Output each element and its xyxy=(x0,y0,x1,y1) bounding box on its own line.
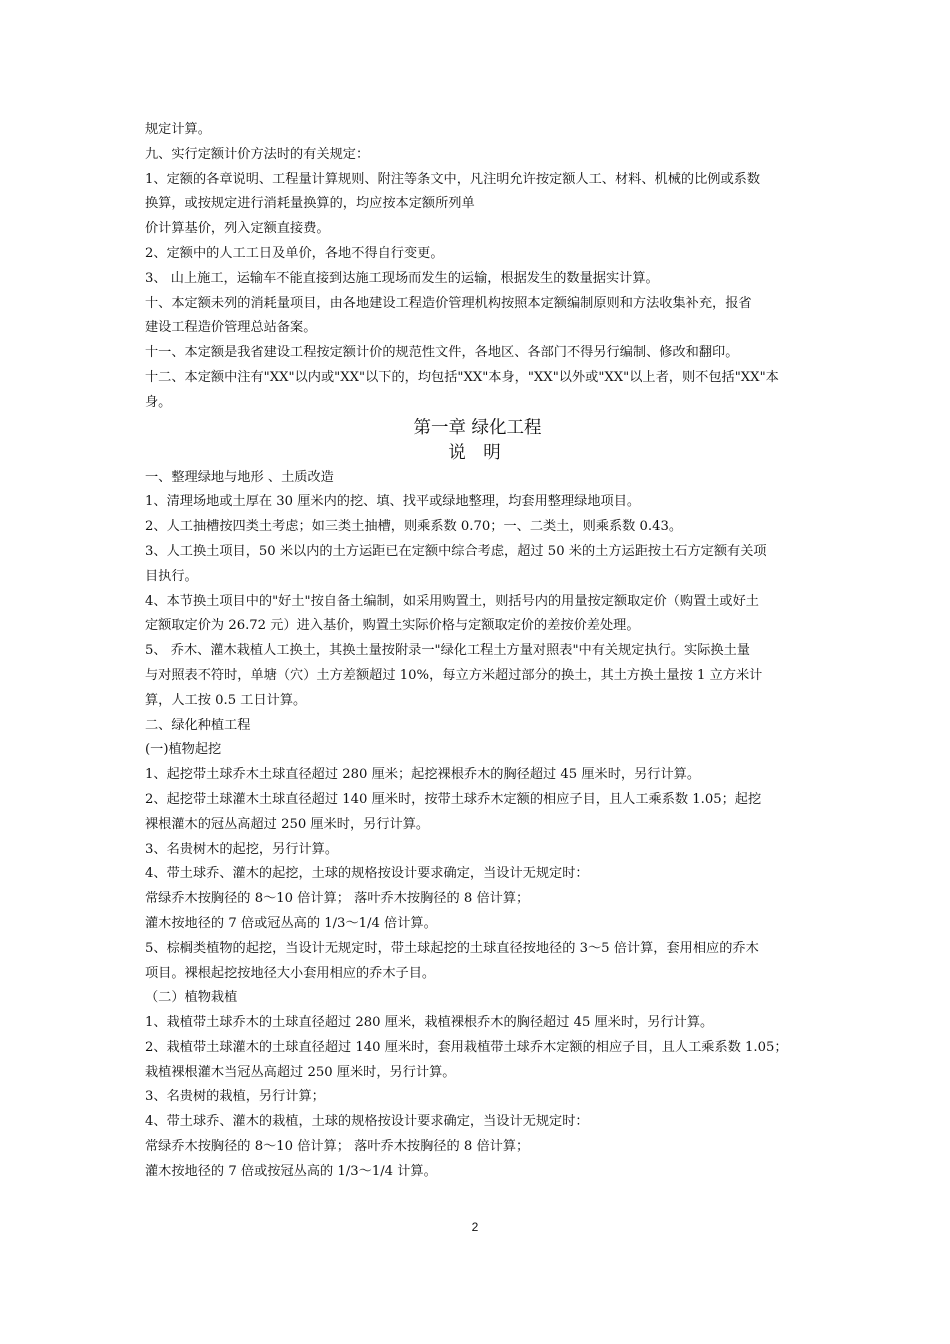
text-line: (一)植物起挖 xyxy=(145,742,222,758)
text-line: 2、人工抽槽按四类土考虑；如三类土抽槽，则乘系数 0.70；一、二类土，则乘系数 0.43。 xyxy=(145,519,683,535)
text-line: 1、起挖带土球乔木土球直径超过 280 厘米；起挖裸根乔木的胸径超过 45 厘米时，另行计算。 xyxy=(145,767,701,783)
text-line: 常绿乔木按胸径的 8～10 倍计算； 落叶乔木按胸径的 8 倍计算； xyxy=(145,1139,530,1155)
text-line: 5、棕榈类植物的起挖，当设计无规定时，带土球起挖的土球直径按地径的 3～5 倍计算，套用相应的乔木 xyxy=(145,940,759,956)
text-line: 2、起挖带土球灌木土球直径超过 140 厘米时，按带土球乔木定额的相应子目，且人工乘系数 1.05；起挖 xyxy=(145,791,762,807)
text-line: 1、清理场地或土厚在 30 厘米内的挖、填、找平或绿地整理，均套用整理绿地项目。 xyxy=(145,494,641,510)
text-line: 定额取定价为 26.72 元）进入基价，购置土实际价格与定额取定价的差按价差处理。 xyxy=(145,618,640,634)
text-line: 目执行。 xyxy=(145,568,198,584)
text-line: 5、 乔木、灌木栽植人工换土，其换土量按附录一"绿化工程土方量对照表"中有关规定执行。实际换土量 xyxy=(145,643,750,659)
text-line: 4、带土球乔、灌木的起挖，土球的规格按设计要求确定，当设计无规定时： xyxy=(145,866,589,882)
text-line: 裸根灌木的冠丛高超过 250 厘米时，另行计算。 xyxy=(145,816,430,832)
text-line: 十一、本定额是我省建设工程按定额计价的规范性文件，各地区、各部门不得另行编制、修改和翻印。 xyxy=(145,345,739,361)
text-line: 项目。裸根起挖按地径大小套用相应的乔木子目。 xyxy=(145,965,436,981)
text-line: 身。 xyxy=(145,394,172,410)
text-line: 九、实行定额计价方法时的有关规定： xyxy=(145,146,370,162)
text-line: 换算，或按规定进行消耗量换算的，均应按本定额所列单 xyxy=(145,196,475,212)
text-line: 2、定额中的人工工日及单价，各地不得自行变更。 xyxy=(145,245,444,261)
text-line: 十二、本定额中注有"XX"以内或"XX"以下的，均包括"XX"本身，"XX"以外或"XX"以上者，则不包括"XX"本 xyxy=(145,369,779,385)
text-line: 与对照表不符时，单塘（穴）土方差额超过 10%，每立方米超过部分的换土，其土方换土量按 1 立方米计 xyxy=(145,667,763,683)
text-line: 栽植裸根灌木当冠丛高超过 250 厘米时，另行计算。 xyxy=(145,1064,456,1080)
chapter-title: 第一章 绿化工程 xyxy=(413,417,542,438)
text-line: 1、定额的各章说明、工程量计算规则、附注等条文中，凡注明允许按定额人工、材料、机械的比例或系数 xyxy=(145,171,761,187)
text-line: 4、带土球乔、灌木的栽植，土球的规格按设计要求确定，当设计无规定时： xyxy=(145,1114,589,1130)
body-text-bottom xyxy=(145,466,810,1185)
text-line: （二）植物栽植 xyxy=(145,990,238,1006)
text-line: 常绿乔木按胸径的 8～10 倍计算； 落叶乔木按胸径的 8 倍计算； xyxy=(145,891,530,907)
text-line: 建设工程造价管理总站备案。 xyxy=(145,320,317,336)
text-line: 价计算基价，列入定额直接费。 xyxy=(145,221,330,237)
text-line: 3、名贵树木的起挖，另行计算。 xyxy=(145,841,339,857)
text-line: 规定计算。 xyxy=(145,122,211,137)
section-title: 说 明 xyxy=(448,442,507,463)
text-line: 算，人工按 0.5 工日计算。 xyxy=(145,692,307,708)
page-number: 2 xyxy=(471,1220,479,1234)
text-line: 3、 山上施工，运输车不能直接到达施工现场而发生的运输，根据发生的数量据实计算。 xyxy=(145,270,659,286)
text-line: 灌木按地径的 7 倍或冠丛高的 1/3～1/4 倍计算。 xyxy=(145,915,437,931)
body-text-top xyxy=(145,118,810,416)
text-line: 灌木按地径的 7 倍或按冠丛高的 1/3～1/4 计算。 xyxy=(145,1163,437,1179)
text-line: 3、人工换土项目，50 米以内的土方运距已在定额中综合考虑，超过 50 米的土方运距按土石方定额有关项 xyxy=(145,543,767,559)
text-line: 1、栽植带土球乔木的土球直径超过 280 厘米，栽植裸根乔木的胸径超过 45 厘米时，另行计算。 xyxy=(145,1015,714,1031)
document-body xyxy=(145,118,810,1185)
text-line: 一、整理绿地与地形 、土质改造 xyxy=(145,469,334,485)
text-line: 2、栽植带土球灌木的土球直径超过 140 厘米时，套用栽植带土球乔木定额的相应子目，且人工乘系数 1.05； xyxy=(145,1039,788,1055)
text-line: 3、名贵树的栽植，另行计算； xyxy=(145,1089,325,1105)
text-line: 十、本定额未列的消耗量项目，由各地建设工程造价管理机构按照本定额编制原则和方法收集补充，报省 xyxy=(145,295,752,311)
text-line: 4、本节换土项目中的"好土"按自备土编制，如采用购置土，则括号内的用量按定额取定价（购置土或好土 xyxy=(145,593,759,609)
text-line: 二、绿化种植工程 xyxy=(145,717,251,733)
